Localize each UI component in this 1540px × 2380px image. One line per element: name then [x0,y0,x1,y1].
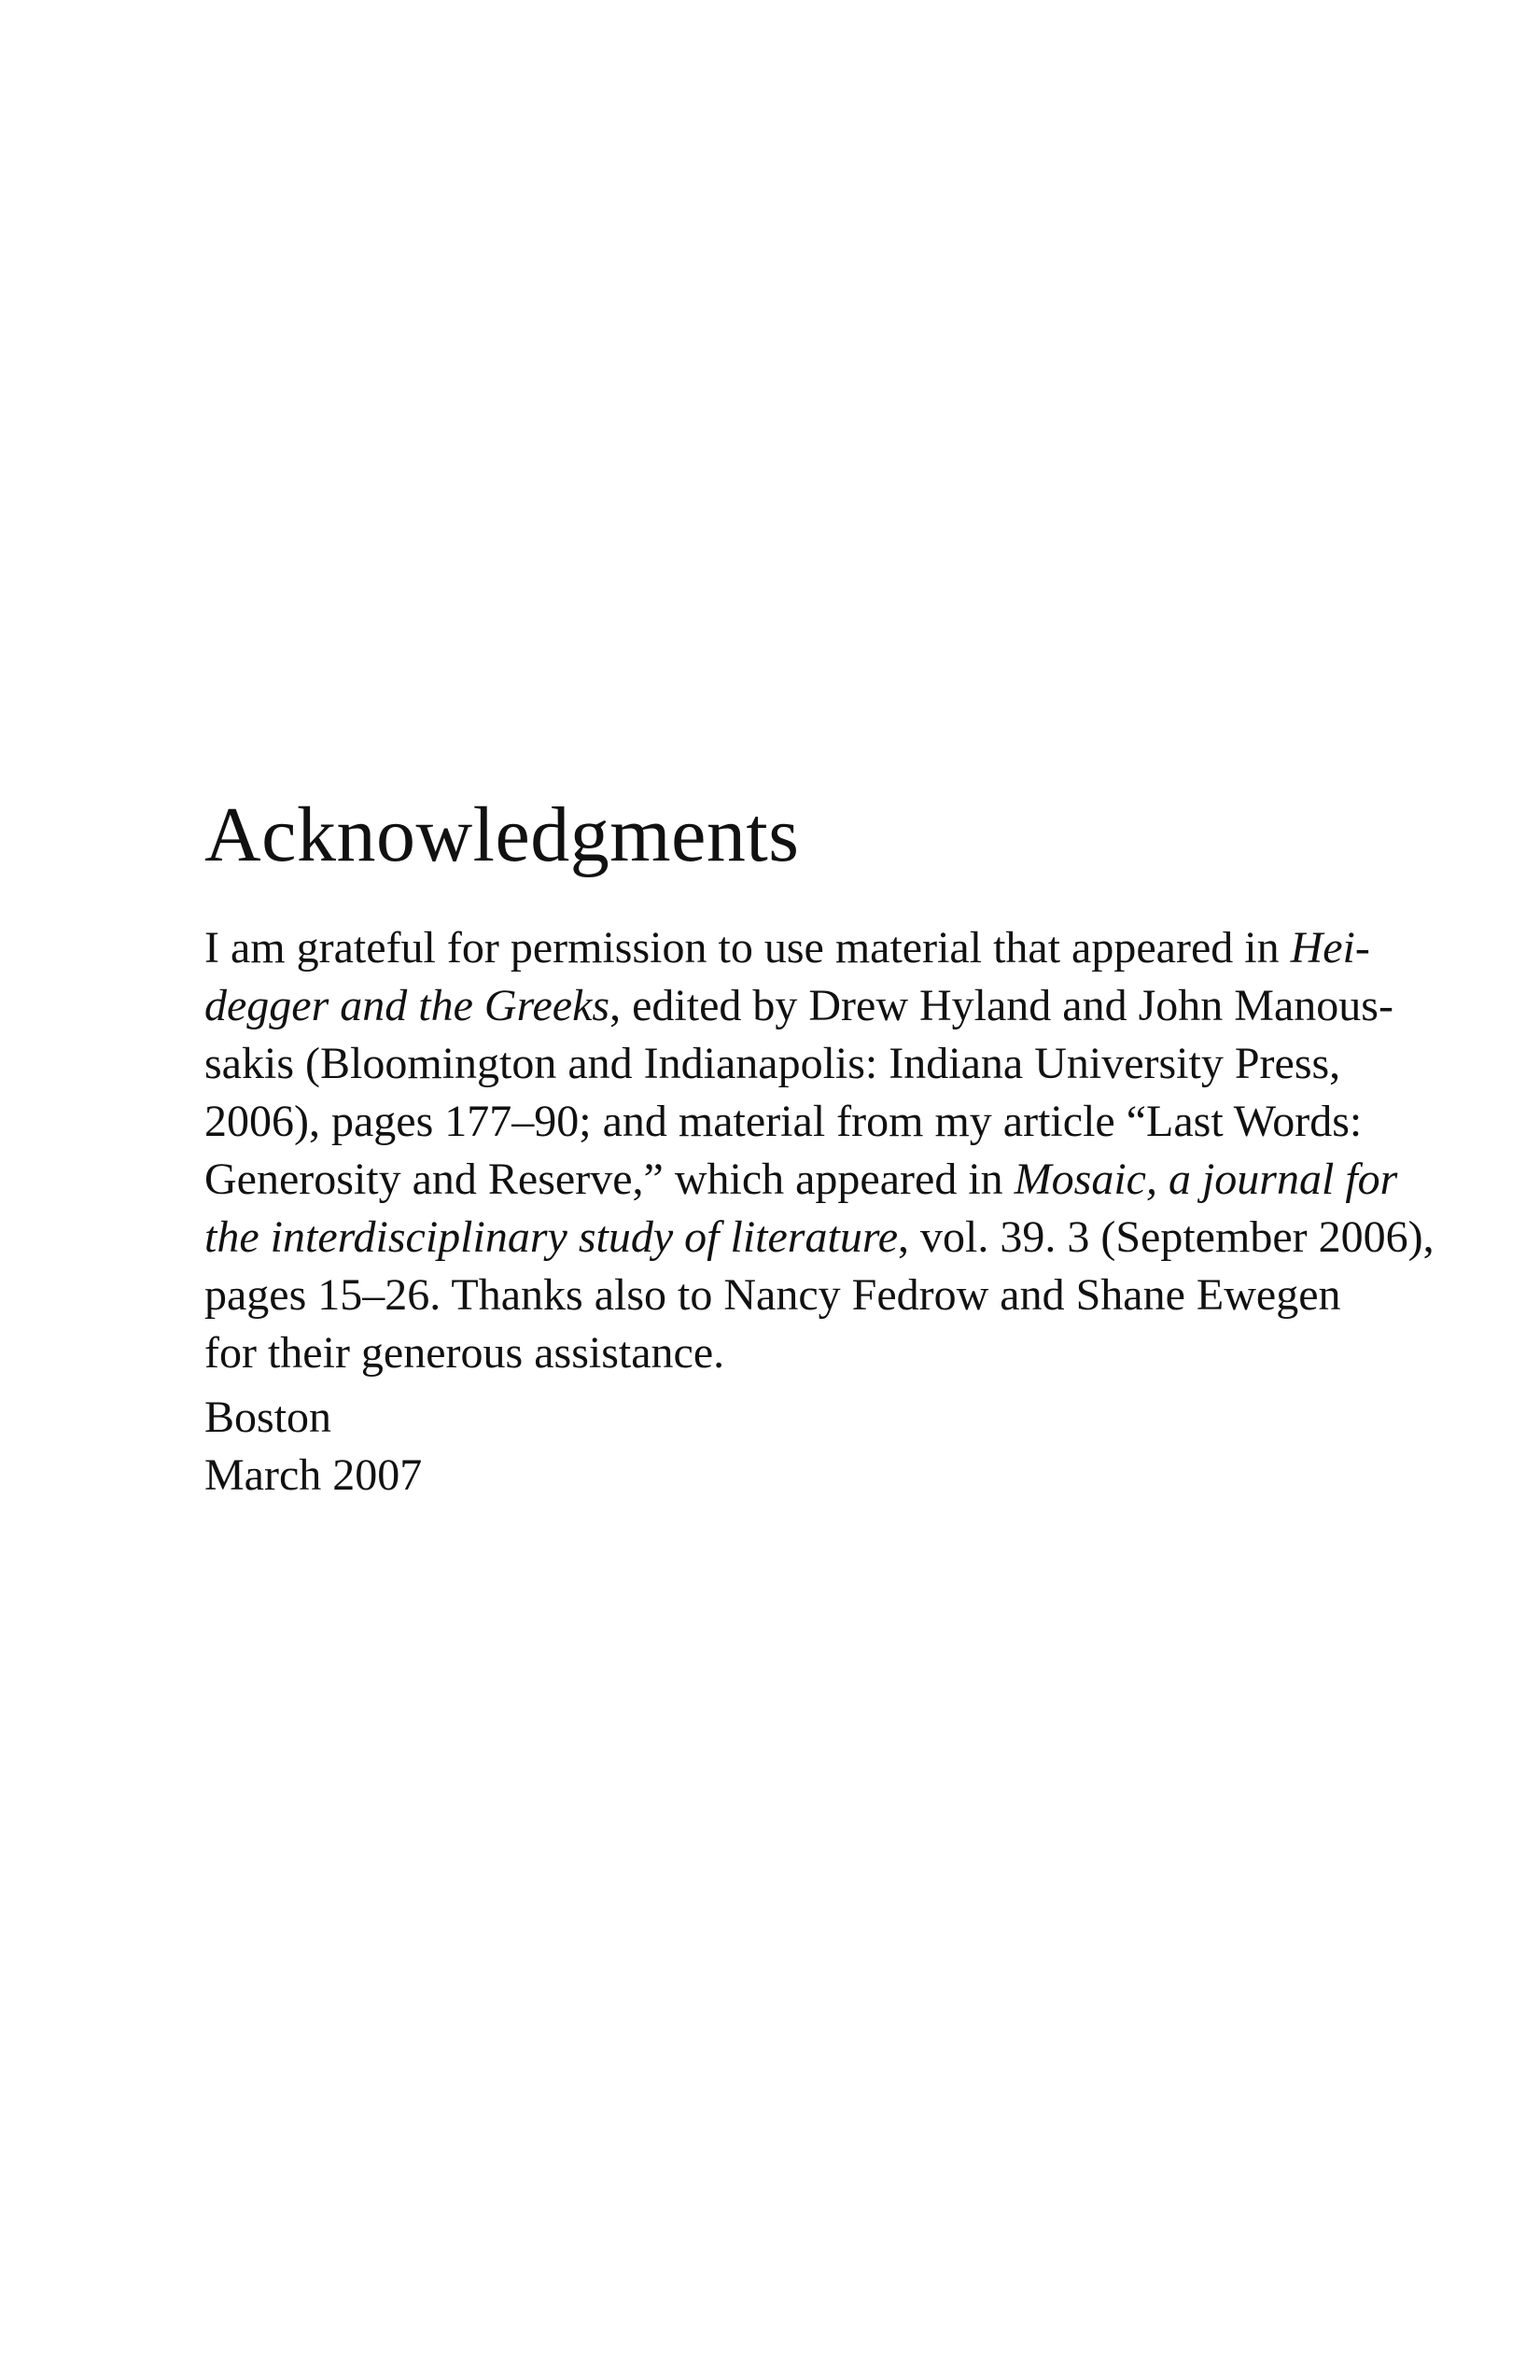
text-run: 2006), pages 177–90; and material from my article “Last Words: [204,1097,1363,1146]
paragraph-line [204,1267,1341,1324]
text-run: for their generous assistance. [204,1328,725,1378]
text-run: pages 15–26. Thanks also to Nancy Fedrow and Shane Ewegen [204,1270,1341,1320]
paragraph-line [204,1151,1398,1209]
acknowledgment-paragraph [204,919,1435,1382]
signoff-place: Boston [204,1393,332,1442]
text-run: sakis (Bloomington and Indianapolis: Indiana University Press, [204,1039,1341,1088]
italic-text-run: Hei- [1290,923,1370,973]
paragraph-line [204,1324,1268,1382]
paragraph-line [204,1035,1341,1093]
signoff-date: March 2007 [204,1450,423,1500]
paragraph-line [204,1209,1435,1267]
paragraph-line [204,919,1370,977]
text-run: , vol. 39. 3 (September 2006), [898,1212,1435,1262]
signoff [204,1389,422,1505]
paragraph-line [204,977,1393,1035]
page-title: Acknowledgments [204,791,800,878]
paragraph-line [204,1093,1363,1151]
text-run: Generosity and Reserve,” which appeared in [204,1155,1015,1204]
text-run: , edited by Drew Hyland and John Manous- [609,981,1393,1030]
text-run: I am grateful for permission to use material that appeared in [204,923,1291,973]
italic-text-run: the interdisciplinary study of literature [204,1212,899,1262]
italic-text-run: degger and the Greeks [204,981,610,1030]
italic-text-run: Mosaic, a journal for [1014,1155,1398,1204]
